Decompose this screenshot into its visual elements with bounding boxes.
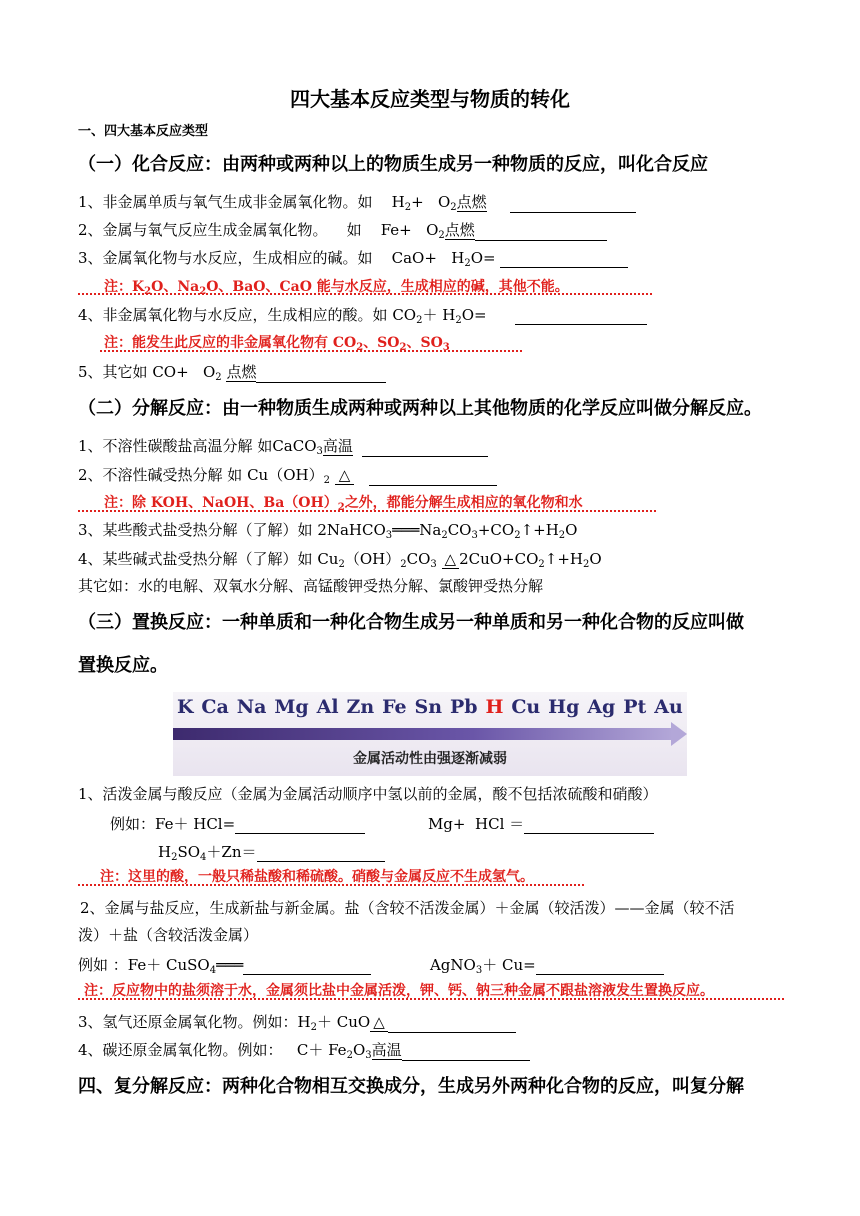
series-element-al: Al xyxy=(316,696,339,718)
series-element-fe: Fe xyxy=(382,696,407,718)
displacement-line-2-cont: 泼）＋盐（含较活泼金属） xyxy=(78,926,259,944)
note-combination-2: 注：能发生此反应的非金属氧化物有 $CO_2$、$SO_2$、$SO_3$ xyxy=(104,335,450,353)
answer-blank xyxy=(402,1044,530,1061)
activity-series-caption: 金属活动性由强逐渐减弱 xyxy=(353,751,507,767)
series-element-pt: Pt xyxy=(623,696,647,718)
activity-arrow xyxy=(173,728,673,740)
displacement-example-1: 例如：Fe＋ HCl= Mg+ HCl ＝ xyxy=(110,814,654,834)
activity-series-elements xyxy=(177,696,683,718)
answer-blank xyxy=(515,308,647,325)
note-combination-1: 注：$K_2O$、$Na_2O$、BaO、CaO 能与水反应，生成相应的碱，其他不能。 xyxy=(104,279,569,297)
answer-blank xyxy=(510,196,636,213)
answer-blank xyxy=(475,224,607,241)
combination-line-2: 2、金属与氧气反应生成金属氧化物。 如 $Fe+ O_2$点燃 xyxy=(78,220,607,241)
combination-line-3: 3、金属氧化物与水反应，生成相应的碱。如 $CaO+ H_2O=$ xyxy=(78,248,628,268)
answer-blank xyxy=(256,366,386,383)
combination-line-4: 4、非金属氧化物与水反应，生成相应的酸。如 $CO_2+ H_2O=$ xyxy=(78,305,647,325)
arrow-head-icon xyxy=(671,722,687,746)
heat-symbol: △ xyxy=(442,550,460,569)
series-element-k: K xyxy=(177,696,194,718)
activity-series-image xyxy=(173,692,687,776)
heat-symbol: △ xyxy=(370,1013,388,1032)
answer-blank xyxy=(257,845,385,862)
series-element-sn: Sn xyxy=(414,696,443,718)
condition-label: 点燃 xyxy=(456,193,487,211)
condition-label: 点燃 xyxy=(226,363,257,381)
displacement-line-4: 4、碳还原金属氧化物。例如： $C+ Fe_2O_3$高温 xyxy=(78,1040,530,1061)
note-displacement-2: 注：反应物中的盐须溶于水，金属须比盐中金属活泼，钾、钙、钠三种金属不跟盐溶液发生置换反应。 xyxy=(84,983,714,999)
heat-symbol: △ xyxy=(335,466,355,485)
series-element-hg: Hg xyxy=(548,696,580,718)
series-element-au: Au xyxy=(654,696,683,718)
answer-blank xyxy=(500,251,628,268)
displacement-line-1: 1、活泼金属与酸反应（金属为金属活动顺序中氢以前的金属，酸不包括浓硫酸和硝酸） xyxy=(78,785,658,803)
answer-blank xyxy=(524,817,654,834)
answer-blank xyxy=(388,1016,516,1033)
answer-blank xyxy=(362,440,488,457)
condition-label: 高温 xyxy=(371,1041,402,1059)
displacement-line-3: 3、氢气还原金属氧化物。例如：$H_2+$ CuO △ xyxy=(78,1012,516,1033)
answer-blank xyxy=(243,958,371,975)
decomposition-line-1: 1、不溶性碳酸盐高温分解 如CaCO$_3$高温 xyxy=(78,436,488,457)
section-heading-combination: （一）化合反应：由两种或两种以上的物质生成另一种物质的反应，叫化合反应 xyxy=(78,154,708,175)
series-element-pb: Pb xyxy=(449,696,478,718)
section-heading-decomposition: （二）分解反应：由一种物质生成两种或两种以上其他物质的化学反应叫做分解反应。 xyxy=(78,398,762,419)
decomposition-line-3: 3、某些酸式盐受热分解（了解）如 $2NaHCO_3═══Na_2CO_3+CO_2↑+H_2O$ xyxy=(78,521,578,541)
series-element-na: Na xyxy=(236,696,267,718)
displacement-example-2: $H_2SO_4+Zn=$ xyxy=(158,842,385,862)
section-heading-displacement: （三）置换反应：一种单质和一种化合物生成另一种单质和另一种化合物的反应叫做 xyxy=(78,612,744,633)
decomposition-line-4: 4、某些碱式盐受热分解（了解）如 $Cu_2(OH)_2CO_3$ △ $2CuO+CO_2↑+H_2O$ xyxy=(78,550,602,570)
series-element-cu: Cu xyxy=(511,696,541,718)
displacement-line-2: 2、金属与盐反应，生成新盐与新金属。盐（含较不活泼金属）＋金属（较活泼）——金属（较不活 xyxy=(80,899,735,917)
note-displacement-1: 注：这里的酸，一般只稀盐酸和稀硫酸。硝酸与金属反应不生成氢气。 xyxy=(100,869,534,885)
series-element-zn: Zn xyxy=(346,696,375,718)
note-decomposition: 注：除 KOH、NaOH、$Ba(OH)_2$之外，都能分解生成相应的氧化物和水 xyxy=(104,495,583,513)
decomposition-line-2: 2、不溶性碱受热分解 如 $Cu(OH)_2$ △ xyxy=(78,465,497,486)
combination-line-5: 5、其它如 $CO+ O_2$ 点燃 xyxy=(78,362,386,383)
condition-label: 点燃 xyxy=(444,221,475,239)
series-element-h: H xyxy=(485,696,504,718)
combination-line-1: 1、非金属单质与氧气生成非金属氧化物。如 $H_2+ O_2$点燃 xyxy=(78,192,636,213)
page-title: 四大基本反应类型与物质的转化 xyxy=(290,87,570,111)
section-heading-double-displacement: 四、复分解反应：两种化合物相互交换成分，生成另外两种化合物的反应，叫复分解 xyxy=(78,1076,744,1097)
part-heading: 一、四大基本反应类型 xyxy=(78,124,209,139)
series-element-ag: Ag xyxy=(587,696,616,718)
series-element-mg: Mg xyxy=(274,696,309,718)
series-element-ca: Ca xyxy=(201,696,229,718)
answer-blank xyxy=(536,958,664,975)
condition-label: 高温 xyxy=(322,437,353,455)
answer-blank xyxy=(369,469,497,486)
section-heading-displacement-cont: 置换反应。 xyxy=(78,655,168,676)
displacement-example-3: 例如 ：Fe＋ CuSO$_4$═══ AgNO$_3$＋ Cu= xyxy=(78,955,664,975)
answer-blank xyxy=(235,817,365,834)
decomposition-other: 其它如：水的电解、双氧水分解、高锰酸钾受热分解、氯酸钾受热分解 xyxy=(78,577,544,595)
